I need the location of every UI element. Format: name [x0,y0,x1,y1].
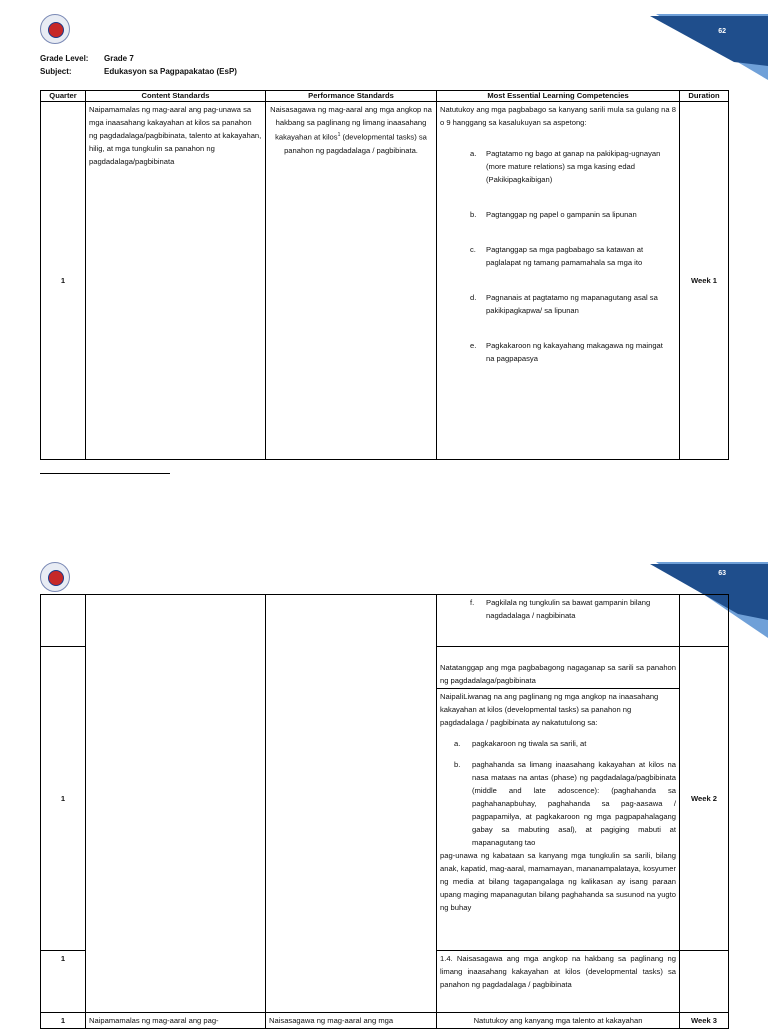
quarter-cell [41,595,86,647]
competency-cell: 1.4. Naisasagawa ang mga angkop na hakbang sa paglinang ng limang inaasahang kakayahan at kilos (developmental tasks) sa panahon ng pagdadalaga / pagbibinata [437,951,680,1013]
list-item: f. Pagkilala ng tungkulin sa bawat gampanin bilang nagdadalaga / nagbibinata [470,598,651,620]
page-number: 63 [718,570,726,577]
content-standard-cell: Naipamamalas ng mag-aaral ang pag- [86,1013,266,1029]
deped-seal-logo [40,14,70,44]
competency-intro: NaipaliLiwanag na ang paglinang ng mga angkop na inaasahang kakayahan at kilos (developmental tasks) sa panahon ng pagdadalaga / pagbibinata ay nakatutulong sa: [440,692,659,727]
header-duration: Duration [680,91,729,102]
quarter-cell: 1 [41,1013,86,1029]
deped-seal-logo [40,562,70,592]
table-row [41,1013,729,1029]
subject-label: Subject: [40,67,72,76]
page-number: 62 [718,28,726,35]
competency-tail: pag-unawa ng kabataan sa kanyang mga tungkulin sa sarili, bilang anak, kapatid, mag-aaral, mamamayan, mananampalataya, kosyumer ng media at bilang tagapangalaga ng kalikasan ay isang paraan upang maging mapanagutan bilang paghahanda sa susunod na yugto ng buhay [440,851,676,912]
table-header-row [41,91,729,102]
document-page-63 [0,540,768,1024]
quarter-cell: 1 [41,102,86,460]
list-item: b. paghahanda sa limang inaasahang kakayahan at kilos na nasa mataas na antas (phase) ng pagdadalaga/pagbibinata (middle and late adoscence): (paghahanda sa paghahanapbuhay, paghahanda sa pag-aasawa / pagpapamilya, at pagkakaroon ng mga pagpapahalagang gabay sa mabuting asal), at pagiging mabuti at mapanagutang tao [454,760,676,847]
competency-intro: Natutukoy ang mga pagbabago sa kanyang sarili mula sa gulang na 8 o 9 hanggang sa kasalukuyan sa aspetong: [440,105,676,127]
grade-level-value: Grade 7 [104,54,134,63]
performance-standard-cell [266,102,437,460]
list-item: a. Pagtatamo ng bago at ganap na pakikipag-ugnayan (more mature relations) sa mga kasing edad (Pakikipagkaibigan) [470,149,661,184]
table-row [41,102,729,460]
competency-list [440,147,676,365]
competency-cell [437,102,680,460]
content-standard-cell: Naipamamalas ng mag-aaral ang pag-unawa sa mga inaasahang kakayahan at kilos sa panahon ng pagdadalaga/pagbibinata, talento at kakayahan, hilig, at mga tungkulin sa panahon ng pagdadalaga/pagbibinata [86,102,266,460]
table-row [41,595,729,647]
performance-standard-cell: Naisasagawa ng mag-aaral ang mga [266,1013,437,1029]
list-item: c. Pagtanggap sa mga pagbabago sa katawan at paglalapat ng tamang pamamahala sa mga ito [470,245,644,267]
header-competencies: Most Essential Learning Competencies [437,91,680,102]
footnote-marker: 1 [337,132,341,138]
competency-text: Natatanggap ang mga pagbabagong nagaganap sa sarili sa panahon ng pagdadalaga/pagbibinata [437,647,679,689]
duration-cell: Week 3 [680,1013,729,1029]
curriculum-table [40,90,729,460]
competency-list [440,596,676,622]
competency-cell: Natutukoy ang kanyang mga talento at kakayahan [437,1013,680,1029]
content-standard-cell [86,595,266,1013]
performance-standard-text-b: (developmental tasks) sa panahon ng pagdadalaga / pagbibinata. [284,132,427,155]
curriculum-table-continued [40,594,729,1029]
list-item: e. Pagkakaroon ng kakayahang makagawa ng maingat na pagpapasya [470,341,663,363]
header-performance-standards: Performance Standards [266,91,437,102]
duration-cell [680,951,729,1013]
duration-cell: Week 1 [680,102,729,460]
list-item: b. Pagtanggap ng papel o gampanin sa lipunan [470,210,637,219]
header-content-standards: Content Standards [86,91,266,102]
performance-standard-cell [266,595,437,1013]
competency-list [440,737,676,849]
duration-cell [680,595,729,647]
page-corner-decoration [638,0,768,80]
list-item: d. Pagnanais at pagtatamo ng mapanagutang asal sa pakikipagkapwa/ sa lipunan [470,293,658,315]
subject-value: Edukasyon sa Pagpapakatao (EsP) [104,67,237,76]
header-quarter: Quarter [41,91,86,102]
quarter-cell: 1 [41,647,86,951]
competency-cell [437,647,680,951]
footnote-separator [40,473,170,474]
duration-cell: Week 2 [680,647,729,951]
quarter-cell: 1 [41,951,86,1013]
grade-level-label: Grade Level: [40,54,89,63]
competency-block [437,689,679,915]
document-meta [40,52,237,78]
list-item: a. pagkakaroon ng tiwala sa sarili, at [454,739,587,748]
performance-standard-text-a: Naisasagawa ng mag-aaral ang mga angkop na hakbang sa paglinang ng limang inaasahang kakayahan at kilos [270,105,432,142]
competency-cell [437,595,680,647]
